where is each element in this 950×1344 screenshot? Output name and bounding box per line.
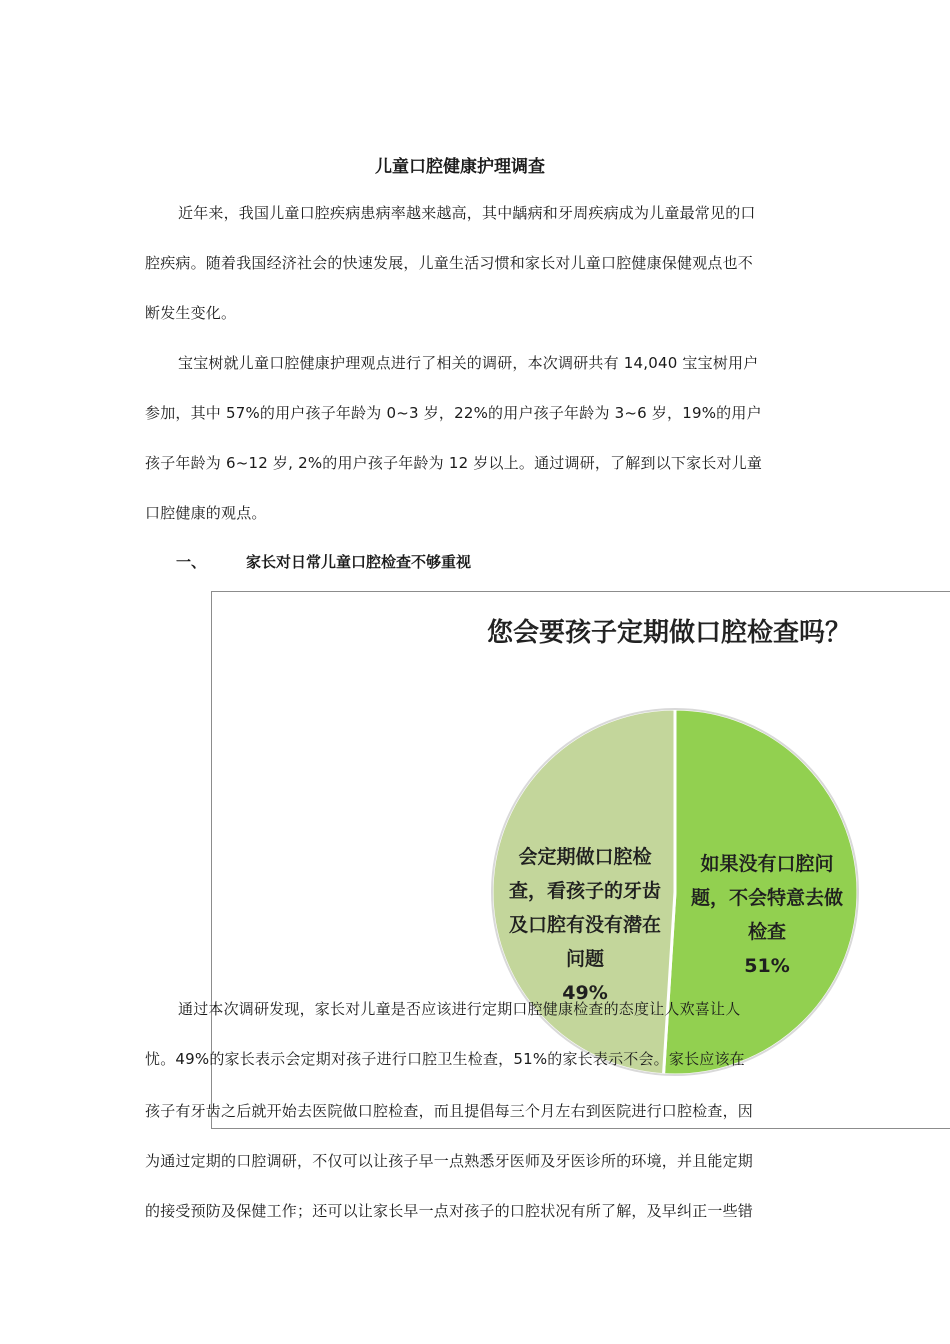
slice-label-no-checkup	[682, 847, 852, 983]
survey-line: 口腔健康的观点。	[145, 504, 267, 522]
findings-line: 忧。49%的家长表示会定期对孩子进行口腔卫生检查，51%的家长表示不会。家长应该在	[145, 1050, 745, 1068]
findings-line: 为通过定期的口腔调研，不仅可以让孩子早一点熟悉牙医师及牙医诊所的环境，并且能定期	[145, 1152, 754, 1170]
slice-label-line: 会定期做口腔检	[518, 846, 652, 868]
slice-label-line: 问题	[565, 948, 604, 970]
slice-label-line: 题，不会特意去做	[690, 887, 843, 909]
document-title: 儿童口腔健康护理调查	[375, 157, 545, 177]
survey-line: 宝宝树就儿童口腔健康护理观点进行了相关的调研，本次调研共有 14,040 宝宝树用户	[178, 354, 759, 372]
findings-line: 通过本次调研发现，家长对儿童是否应该进行定期口腔健康检查的态度让人欢喜让人	[178, 1000, 741, 1018]
findings-line: 孩子有牙齿之后就开始去医院做口腔检查，而且提倡每三个月左右到医院进行口腔检查，因	[145, 1102, 754, 1120]
chart-title: 您会要孩子定期做口腔检查吗？	[487, 618, 852, 648]
intro-line: 近年来，我国儿童口腔疾病患病率越来越高，其中龋病和牙周疾病成为儿童最常见的口	[178, 204, 756, 222]
slice-label-line: 及口腔有没有潜在	[508, 914, 661, 936]
intro-line: 断发生变化。	[145, 304, 237, 322]
findings-line: 的接受预防及保健工作；还可以让家长早一点对孩子的口腔状况有所了解，及早纠正一些错	[145, 1202, 754, 1220]
slice-label-line: 如果没有口腔问	[700, 853, 834, 875]
slice-percent-label: 49%	[562, 982, 608, 1004]
slice-label-regular-checkup	[497, 840, 673, 1010]
section-number: 一、	[176, 553, 207, 571]
slice-label-line: 检查	[747, 921, 786, 943]
slice-label-line: 查，看孩子的牙齿	[508, 880, 661, 902]
survey-line: 孩子年龄为 6~12 岁, 2%的用户孩子年龄为 12 岁以上。通过调研，了解到以下家长对儿童	[145, 454, 763, 472]
intro-line: 腔疾病。随着我国经济社会的快速发展，儿童生活习惯和家长对儿童口腔健康保健观点也不	[145, 254, 754, 272]
survey-line: 参加，其中 57%的用户孩子年龄为 0~3 岁，22%的用户孩子年龄为 3~6 岁，19%的用户	[145, 404, 762, 422]
section-title: 家长对日常儿童口腔检查不够重视	[246, 553, 472, 571]
slice-percent-label: 51%	[744, 955, 790, 977]
